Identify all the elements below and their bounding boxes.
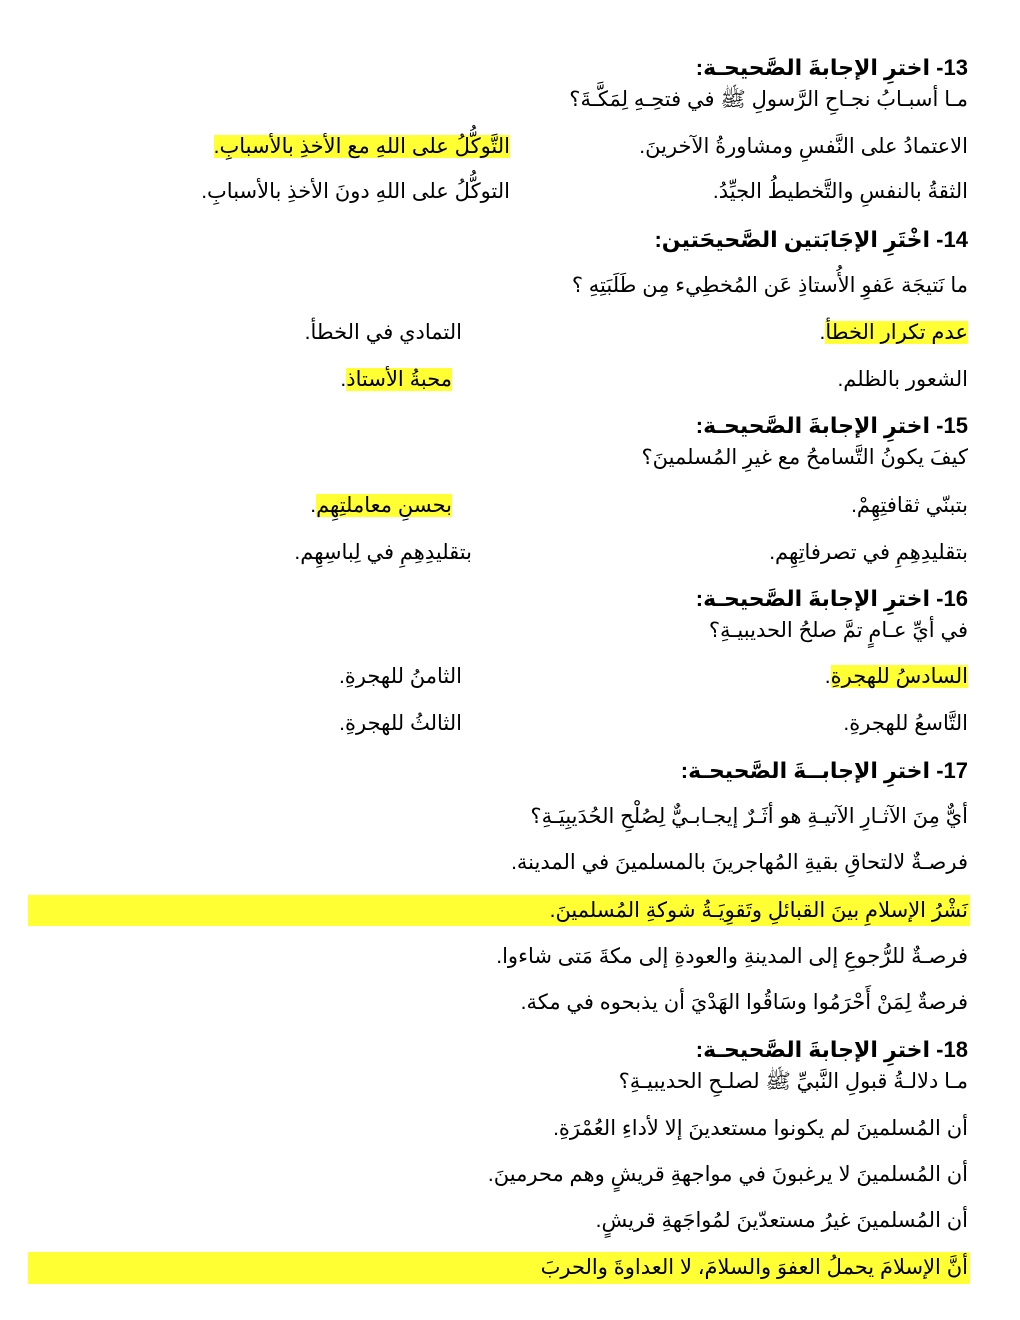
q13-option-a: الاعتمادُ على النَّفسِ ومشاورةُ الآخرينَ. [639,135,968,158]
q15-question: كيفَ يكونُ التَّسامحُ مع غيرِ المُسلمينَ؟ [641,446,968,469]
q14-option-a-text: عدم تكرار الخطأ [825,321,968,344]
q17-question: أيٌّ مِنَ الآثـارِ الآتيـةِ هو أثَـرٌ إيجـابـيٌّ لِصُلْحِ الحُدَيبِيَـةِ؟ [530,805,968,828]
q18-option-a: أن المُسلمينَ لم يكونوا مستعدينَ إلا لأداءِ العُمْرَةِ. [553,1117,968,1140]
q13-option-b-correct [214,133,510,161]
q17-option-b-correct: نَشْرُ الإسلامِ بينَ القبائلِ وتَقوِيَـةُ شوكةِ المُسلمينَ. [549,899,968,922]
q15-option-b-text: بحسنِ معاملتِهِم [316,494,452,517]
q13-question: مـا أسبـابُ نجـاحِ الرَّسولِ ﷺ في فتحِـهِ لِمَكَّـةَ؟ [569,88,968,111]
q15-option-a: بتبنّي ثقافتِهِمْ. [851,494,968,517]
q14-heading: 14- اخْتَرِ الإجَابَتين الصَّحيحَتين: [654,227,968,252]
q16-option-c: التَّاسعُ للهجرةِ. [843,712,968,735]
q15-heading: 15- اخترِ الإجابةَ الصَّحيحـة: [695,413,968,438]
q14-option-b: التمادي في الخطأ. [304,321,462,344]
q17-option-c: فرصـةٌ للرُّجوعِ إلى المدينةِ والعودةِ إلى مكةَ مَتى شاءوا. [496,945,968,968]
q18-question: مـا دلالـةُ قبولِ النَّبيِّ ﷺ لصلـحِ الحديبيـةِ؟ [618,1070,968,1093]
q14-option-c: الشعور بالظلم. [837,368,968,391]
q14-question: ما نَتيجَة عَفوِ الأُستاذِ عَن المُخطِيء مِن طَلَبَتِهِ ؟ [571,274,968,297]
q16-question: في أيِّ عـامٍ تمَّ صلحُ الحديبيـةِ؟ [708,619,968,642]
q18-option-b: أن المُسلمينَ لا يرغبونَ في مواجهةِ قريشٍ وهم محرمينَ. [487,1163,968,1186]
q17-option-a: فرصـةٌ لالتحاقِ بقيةِ المُهاجرينَ بالمسلمينَ في المدينة. [511,851,968,874]
q14-option-d-correct: محبةُ الأستاذ. [340,368,452,391]
q18-heading: 18- اخترِ الإجابةَ الصَّحيحـة: [695,1037,968,1062]
q16-option-a-text: السادسُ للهجرةِ [830,665,968,688]
q16-heading: 16- اخترِ الإجابةَ الصَّحيحـة: [695,586,968,611]
q13-option-b-text: التَّوكُّلُ على اللهِ مع الأخذِ بالأسبابِ. [213,135,510,158]
q15-option-b-correct: بحسنِ معاملتِهِم. [310,494,452,517]
q14-option-d-text: محبةُ الأستاذ [346,368,452,391]
q15-option-c: بتقليدِهِمِ في تصرفاتِهِم. [769,541,968,564]
q16-option-b: الثامنُ للهجرةِ. [338,665,462,688]
q16-option-d: الثالثُ للهجرةِ. [339,712,462,735]
q14-option-a-correct: عدم تكرار الخطأ. [819,321,968,344]
q16-option-a-correct: السادسُ للهجرةِ. [824,665,968,688]
q18-option-c: أن المُسلمينَ غيرُ مستعدّينَ لمُواجَهةِ قريشٍ. [595,1209,968,1232]
q13-option-c: الثقةُ بالنفسِ والتَّخطيطُ الجيِّدُ. [712,180,968,203]
q15-option-d: بتقليدِهِمِ في لِباسِهِم. [294,541,472,564]
q18-option-d-correct: أنَّ الإسلامَ يحملُ العفوَ والسلامَ، لا العداوةَ والحربَ [540,1256,968,1279]
q13-heading: 13- اخترِ الإجابةَ الصَّحيحـة: [695,55,968,80]
q13-option-d: التوكُّلُ على اللهِ دونَ الأخذِ بالأسبابِ. [201,180,510,203]
q17-heading: 17- اخترِ الإجابــةَ الصَّحيحـة: [680,758,968,783]
q17-option-d: فرصةٌ لِمَنْ أَحْرَمُوا وسَاقُوا الهَدْيَ أن يذبحوه في مكة. [520,991,968,1014]
